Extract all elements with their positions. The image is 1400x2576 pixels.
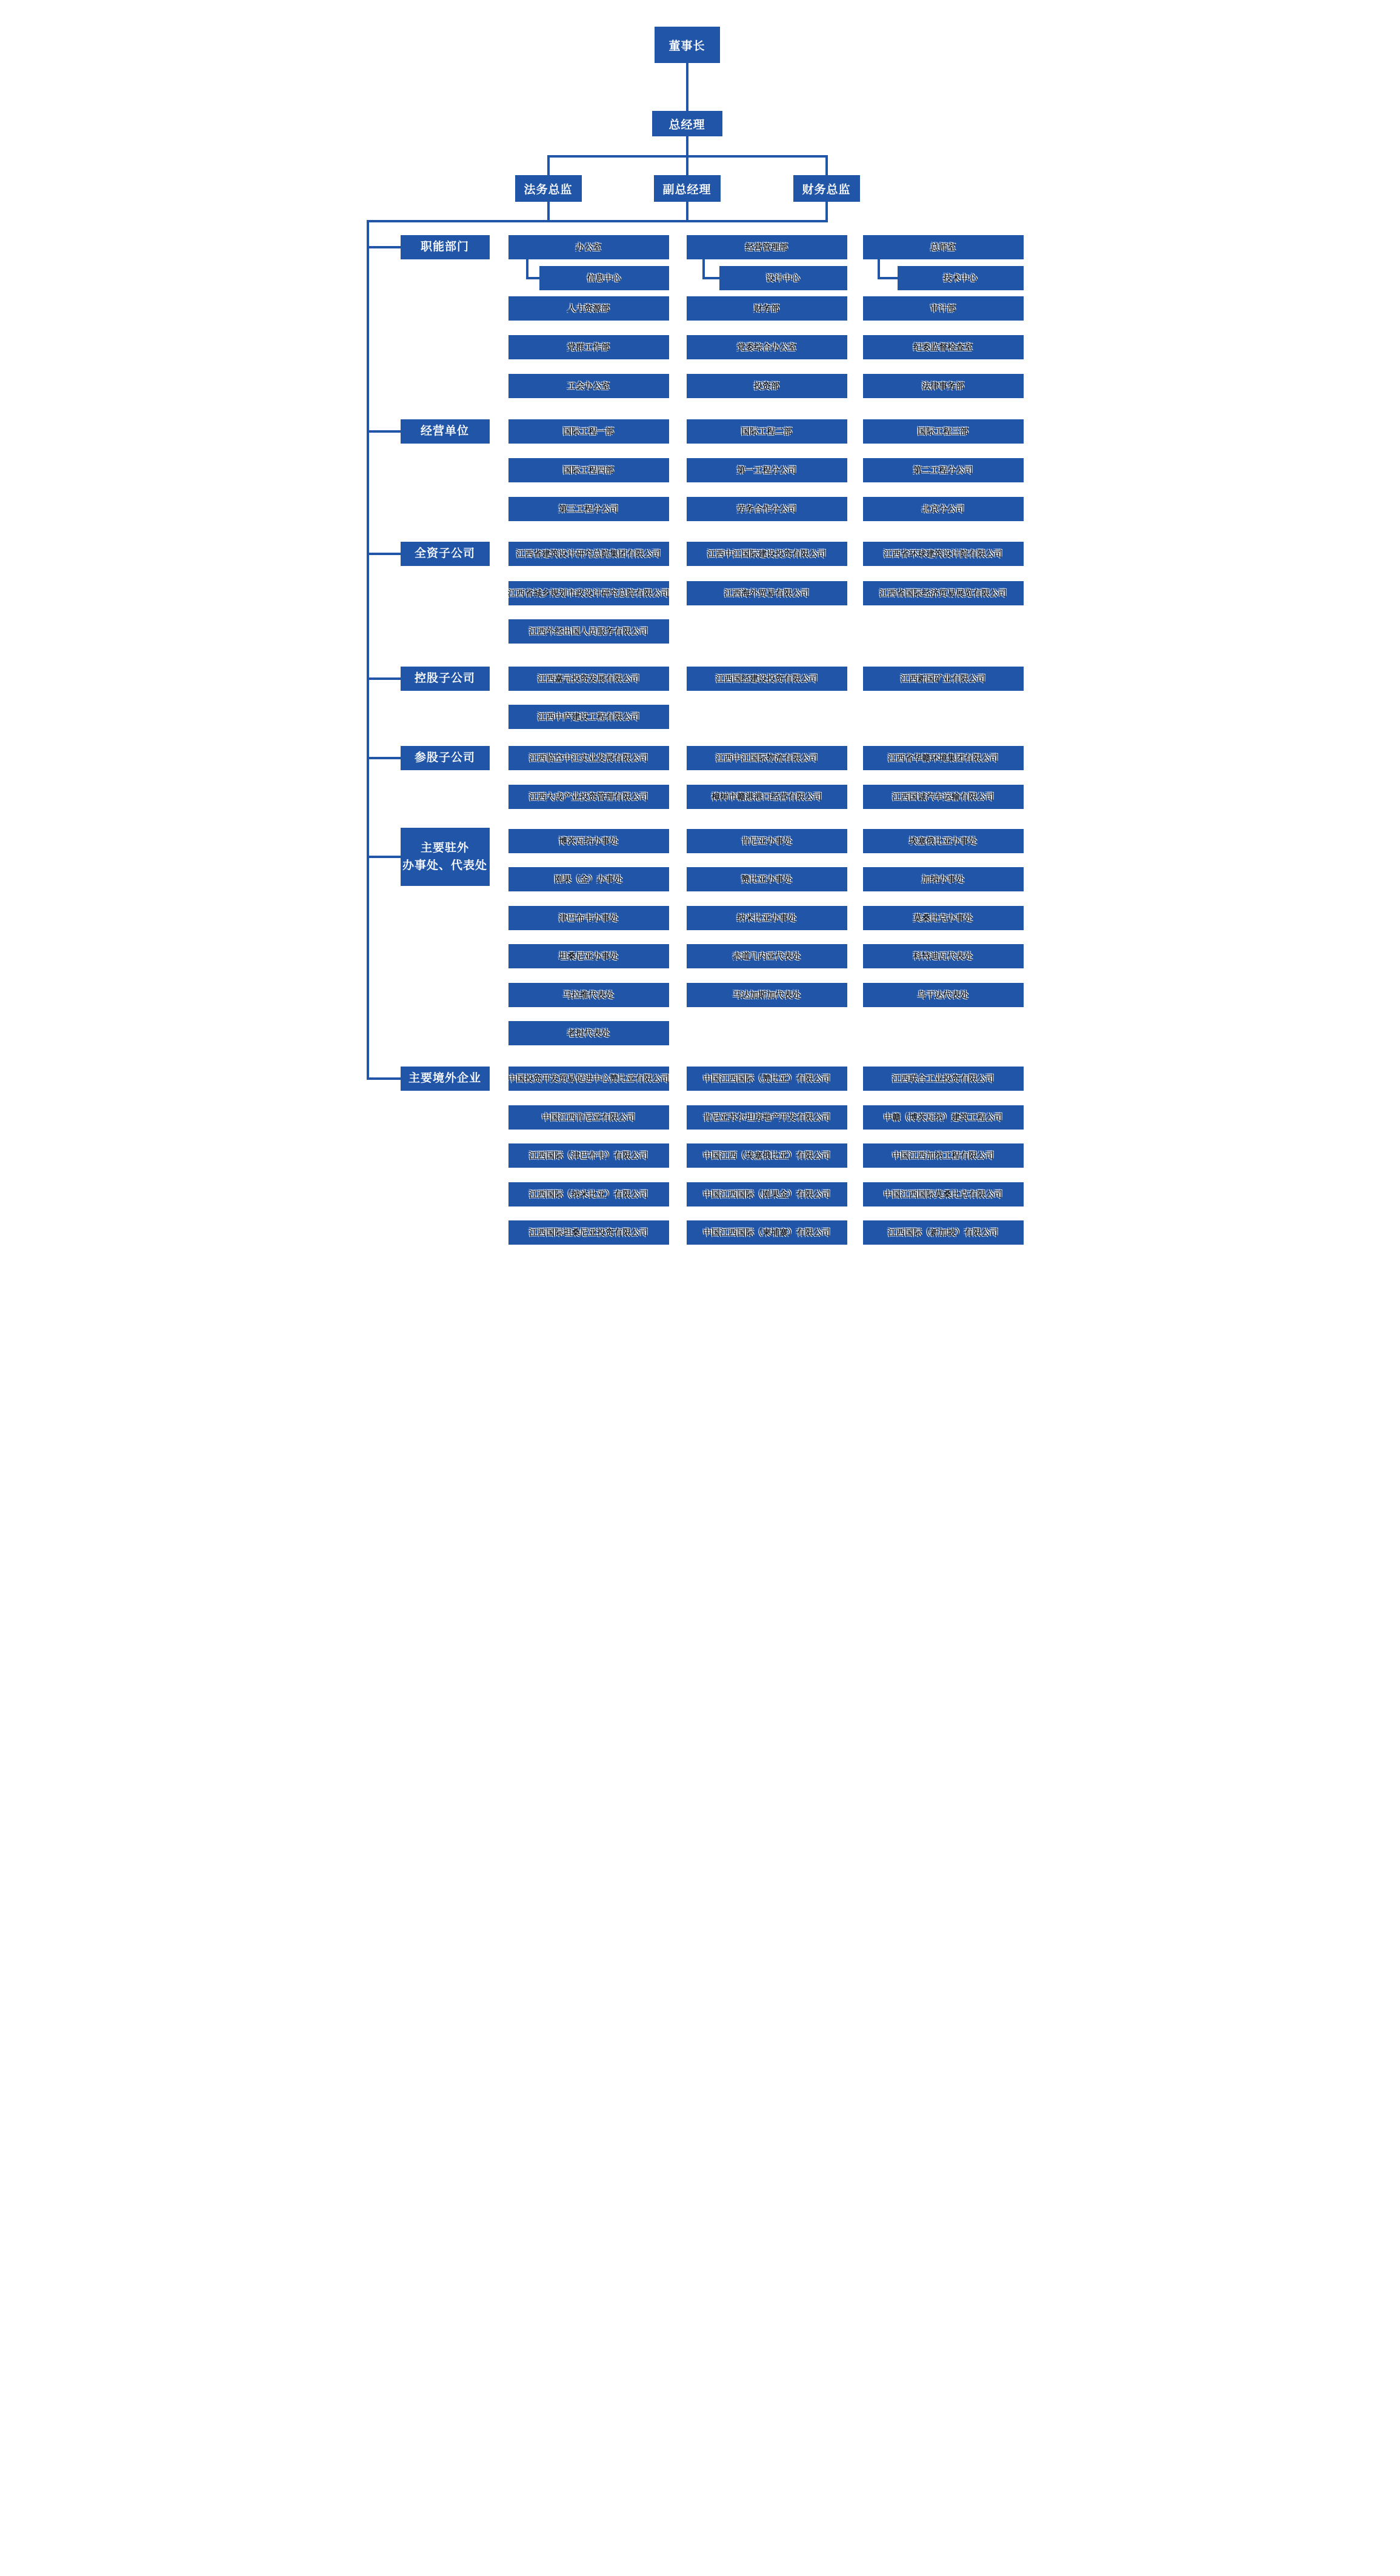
org-node: 埃塞俄比亚办事处 — [863, 829, 1024, 853]
org-node: 江西嘉元投资发展有限公司 — [508, 667, 669, 691]
org-node: 江西新国矿业有限公司 — [863, 667, 1024, 691]
connector-line — [547, 202, 550, 221]
org-node: 江西中庐建设工程有限公司 — [508, 705, 669, 729]
connector-line — [825, 202, 828, 221]
org-node: 党委综合办公室 — [687, 335, 847, 359]
org-node: 江西省国际经济贸易展览有限公司 — [863, 581, 1024, 605]
org-node: 江西国际坦桑尼亚投资有限公司 — [508, 1220, 669, 1245]
section-label-6 — [401, 828, 490, 886]
section-label-text: 控股子公司 — [414, 672, 475, 685]
org-node: 纳米比亚办事处 — [687, 906, 847, 930]
section-label-text: 主要境外企业 — [408, 1072, 481, 1085]
org-node: 江西外经出国人员服务有限公司 — [508, 619, 669, 644]
section-label-5 — [401, 746, 490, 770]
connector-line — [686, 202, 688, 221]
org-node: 津巴布韦办事处 — [508, 906, 669, 930]
org-node: 赤道几内亚代表处 — [687, 944, 847, 968]
org-node: 江西国经建设投资有限公司 — [687, 667, 847, 691]
org-node: 中国江西国际（柬埔寨）有限公司 — [687, 1220, 847, 1245]
connector-line — [367, 677, 401, 680]
connector-line — [367, 220, 828, 222]
section-label-3 — [401, 542, 490, 566]
org-node: 江西省环球建筑设计院有限公司 — [863, 542, 1024, 566]
org-node: 马达加斯加代表处 — [687, 983, 847, 1007]
connector-line — [367, 856, 401, 858]
connector-line — [825, 156, 828, 175]
org-node: 肯尼亚苏尔坦房地产开发有限公司 — [687, 1105, 847, 1130]
section-label-1 — [401, 235, 490, 259]
connector-line — [526, 277, 539, 279]
org-node: 江西国际（纳米比亚）有限公司 — [508, 1182, 669, 1206]
org-node: 财务部 — [687, 296, 847, 321]
org-node: 刚果（金）办事处 — [508, 867, 669, 891]
org-node: 肯尼亚办事处 — [687, 829, 847, 853]
section-label-text: 参股子公司 — [414, 751, 475, 765]
connector-line — [367, 757, 401, 759]
org-node: 中国江西肯尼亚有限公司 — [508, 1105, 669, 1130]
org-node: 江西省城乡规划市政设计研究总院有限公司 — [508, 581, 669, 605]
org-node: 党群工作部 — [508, 335, 669, 359]
connector-line — [367, 553, 401, 555]
section-label-text: 主要驻外 — [420, 841, 469, 854]
org-node: 国际工程三部 — [863, 419, 1024, 444]
section-label-4 — [401, 667, 490, 691]
section-label-7 — [401, 1067, 490, 1091]
connector-line — [702, 277, 719, 279]
org-node: 中赣（博茨瓦纳）建筑工程公司 — [863, 1105, 1024, 1130]
org-node: 劳务合作分公司 — [687, 497, 847, 521]
org-node: 莫桑比克办事处 — [863, 906, 1024, 930]
section-label-text: 全资子公司 — [414, 547, 475, 561]
org-node: 江西省华赣环境集团有限公司 — [863, 746, 1024, 770]
org-node: 设计中心 — [719, 266, 847, 290]
org-node: 江西临空中江实业发展有限公司 — [508, 746, 669, 770]
director-finance-box: 财务总监 — [793, 175, 860, 202]
org-node: 法律事务部 — [863, 374, 1024, 398]
section-label-text: 职能部门 — [420, 241, 469, 254]
section-label-2 — [401, 419, 490, 444]
org-node: 中国江西国际莫桑比克有限公司 — [863, 1182, 1024, 1206]
org-node: 江西省建筑设计研究总院集团有限公司 — [508, 542, 669, 566]
section-label-text: 办事处、代表处 — [402, 859, 487, 872]
org-node: 江西大成产业投资管理有限公司 — [508, 785, 669, 809]
org-node: 江西国诚汽车运输有限公司 — [863, 785, 1024, 809]
org-node: 坦桑尼亚办事处 — [508, 944, 669, 968]
org-node: 纪委监督检查室 — [863, 335, 1024, 359]
connector-line — [367, 1077, 401, 1080]
org-node: 中国江西（埃塞俄比亚）有限公司 — [687, 1143, 847, 1168]
org-node: 樟树市赣港港口经营有限公司 — [687, 785, 847, 809]
org-node: 中国江西国际（刚果金）有限公司 — [687, 1182, 847, 1206]
org-node: 人力资源部 — [508, 296, 669, 321]
connector-line — [367, 246, 401, 248]
org-node: 中国江西加纳工程有限公司 — [863, 1143, 1024, 1168]
org-node: 加纳办事处 — [863, 867, 1024, 891]
org-node: 投资部 — [687, 374, 847, 398]
org-node: 中国江西国际（赞比亚）有限公司 — [687, 1067, 847, 1091]
org-node: 国际工程一部 — [508, 419, 669, 444]
org-node: 第三工程分公司 — [508, 497, 669, 521]
section-label-text: 经营单位 — [420, 425, 469, 438]
org-node: 第一工程分公司 — [687, 458, 847, 482]
org-node: 经营管理部 — [687, 235, 847, 259]
org-node: 马拉维代表处 — [508, 983, 669, 1007]
org-node: 乌干达代表处 — [863, 983, 1024, 1007]
org-node: 信息中心 — [539, 266, 669, 290]
general-manager-box: 总经理 — [652, 111, 722, 136]
org-node: 中国投资开发贸易促进中心赞比亚有限公司 — [508, 1067, 669, 1091]
org-node: 工会办公室 — [508, 374, 669, 398]
org-node: 总师室 — [863, 235, 1024, 259]
org-node: 江西中江国际建设投资有限公司 — [687, 542, 847, 566]
org-node: 审计部 — [863, 296, 1024, 321]
org-node: 国际工程四部 — [508, 458, 669, 482]
org-node: 办公室 — [508, 235, 669, 259]
org-node: 赞比亚办事处 — [687, 867, 847, 891]
chairman-box: 董事长 — [655, 27, 720, 63]
org-node: 博茨瓦纳办事处 — [508, 829, 669, 853]
org-node: 江西联合工业投资有限公司 — [863, 1067, 1024, 1091]
org-node: 老挝代表处 — [508, 1021, 669, 1045]
org-chart — [350, 0, 1050, 1288]
org-node: 江西海外贸易有限公司 — [687, 581, 847, 605]
org-node: 江西国际（新加坡）有限公司 — [863, 1220, 1024, 1245]
org-node: 江西国际（津巴布韦）有限公司 — [508, 1143, 669, 1168]
connector-line — [686, 136, 688, 156]
director-deputy-gm-box: 副总经理 — [654, 175, 721, 202]
org-node: 国际工程二部 — [687, 419, 847, 444]
connector-line — [547, 156, 550, 175]
org-node: 科特迪瓦代表处 — [863, 944, 1024, 968]
org-node: 北京分公司 — [863, 497, 1024, 521]
director-legal-box: 法务总监 — [515, 175, 582, 202]
connector-line — [686, 156, 688, 175]
org-node: 江西中江国际物流有限公司 — [687, 746, 847, 770]
org-node: 第二工程分公司 — [863, 458, 1024, 482]
org-node: 技术中心 — [898, 266, 1024, 290]
connector-line — [878, 277, 898, 279]
connector-line — [367, 220, 369, 1080]
connector-line — [367, 430, 401, 433]
connector-line — [686, 63, 688, 111]
